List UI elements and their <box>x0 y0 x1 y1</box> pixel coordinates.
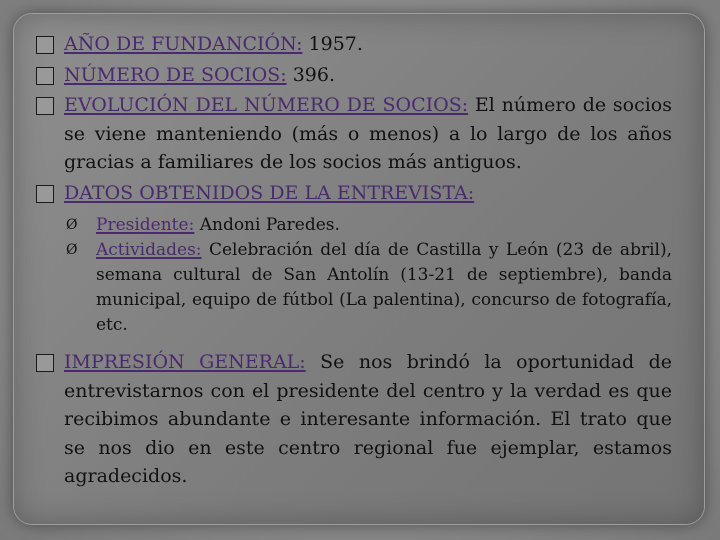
subitem-actividades <box>36 238 672 338</box>
item-datos-entrevista <box>36 179 672 208</box>
item-fundacion <box>36 30 672 59</box>
arrow-bullet-icon: Ø <box>66 217 78 233</box>
item-text: El número de socios se viene manteniendo (más o menos) a lo largo de los años gracias a familiares de los socios más antiguos. <box>64 94 672 173</box>
item-label: EVOLUCIÓN DEL NÚMERO DE SOCIOS: <box>64 94 469 116</box>
subitem-text: Celebración del día de Castilla y León (23 de abril), semana cultural de San Antolín (13-21 de septiembre), banda municipal, equipo de fútbol (La palentina), concurso de fotografía, etc. <box>96 240 672 335</box>
bullet-box-icon <box>36 97 54 115</box>
subitem-text: Andoni Paredes. <box>194 215 340 235</box>
item-label: NÚMERO DE SOCIOS: <box>64 63 287 86</box>
item-label: AÑO DE FUNDANCIÓN: <box>64 33 303 55</box>
bullet-box-icon <box>36 36 54 54</box>
item-label: DATOS OBTENIDOS DE LA ENTREVISTA: <box>64 181 475 204</box>
item-numero-socios <box>36 61 672 90</box>
item-text: 396. <box>286 63 336 86</box>
slide-content <box>36 30 672 493</box>
subitem-label: Actividades: <box>96 240 202 260</box>
bullet-box-icon <box>36 185 54 203</box>
entrevista-sublist <box>36 213 672 338</box>
subitem-label: Presidente: <box>96 215 195 235</box>
item-text: Se nos brindó la oportunidad de entrevistarnos con el presidente del centro y la verdad es que recibimos abundante e interesante información. El trato que se nos dio en este centro regional fue ejemplar, estamos agradecidos. <box>64 351 672 487</box>
bullet-box-icon <box>36 67 54 85</box>
item-evolucion <box>36 91 672 177</box>
subitem-presidente <box>36 213 672 238</box>
item-label: IMPRESIÓN GENERAL: <box>64 351 306 373</box>
item-impresion-general <box>36 348 672 491</box>
arrow-bullet-icon: Ø <box>66 242 78 258</box>
item-text: 1957. <box>302 33 363 55</box>
bullet-box-icon <box>36 354 54 372</box>
